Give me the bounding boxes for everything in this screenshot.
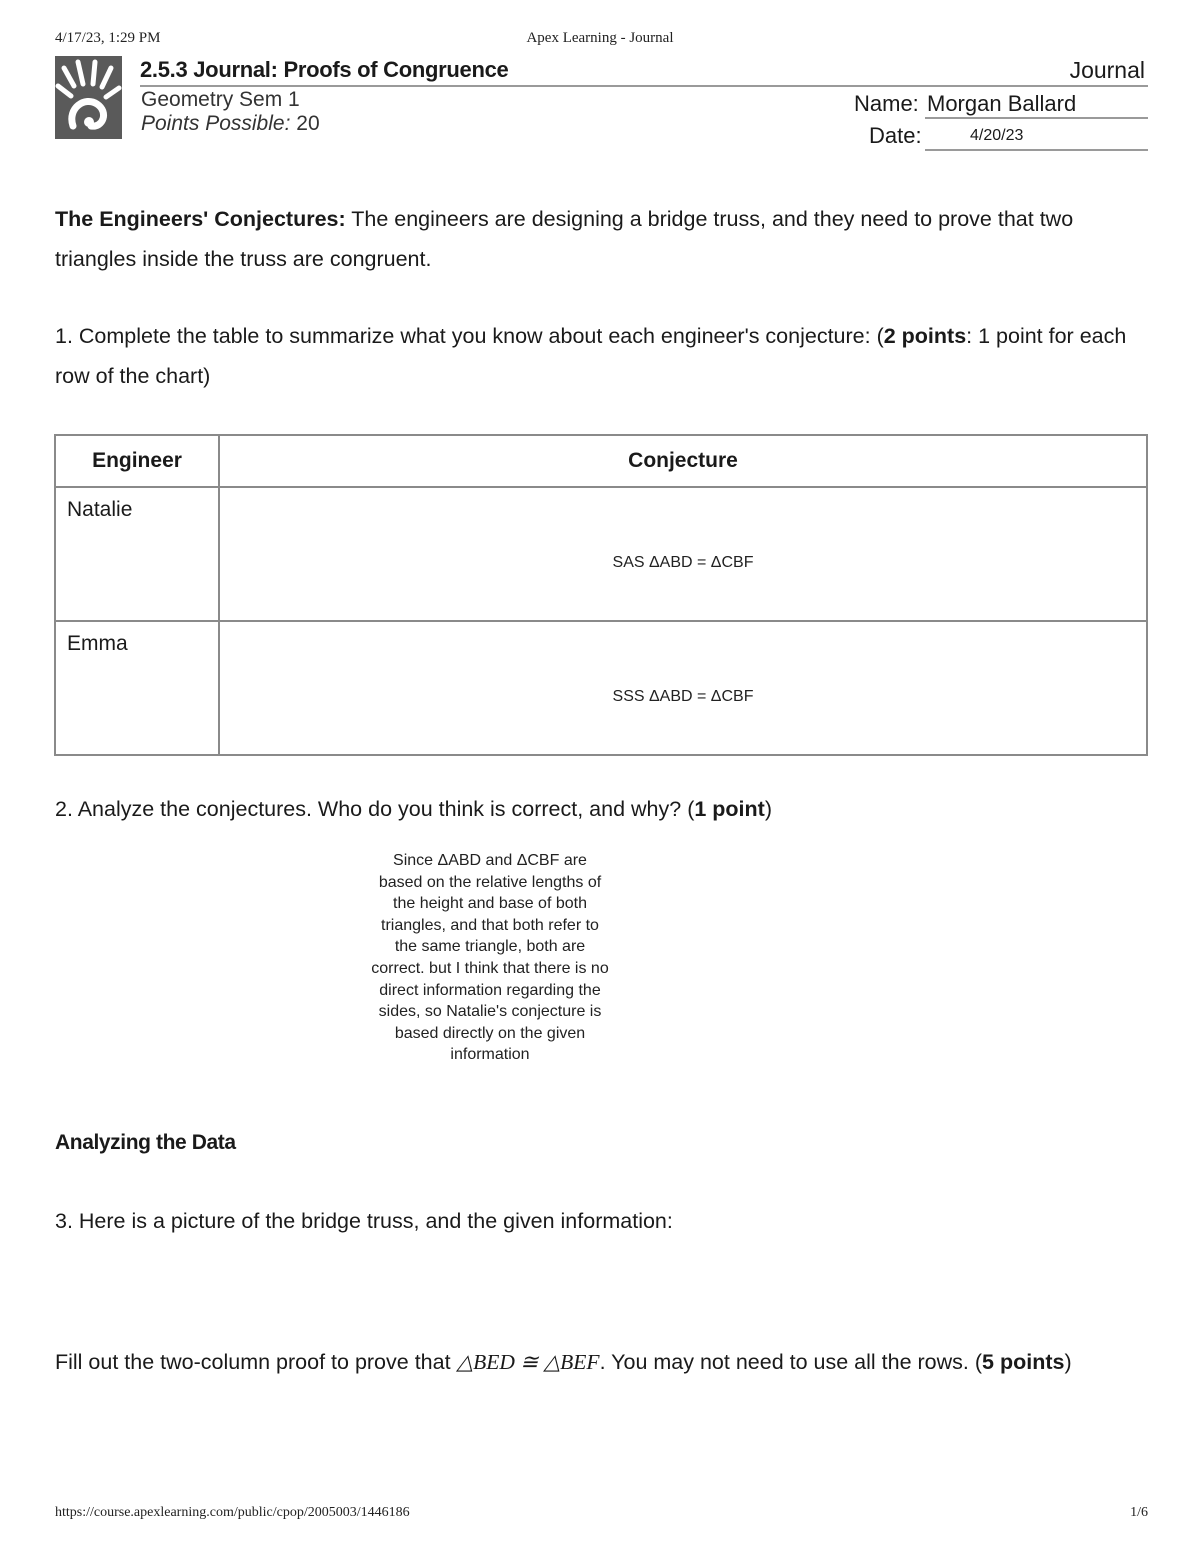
proof-math: △BED ≅ △BEF <box>456 1350 600 1374</box>
question-3: 3. Here is a picture of the bridge truss, and the given information: <box>55 1209 673 1233</box>
q2-text-a: 2. Analyze the conjectures. Who do you think is correct, and why? ( <box>55 797 695 821</box>
engineer-name: Natalie <box>67 498 133 521</box>
points-possible <box>141 112 320 136</box>
footer-url: https://course.apexlearning.com/public/cpop/2005003/1446186 <box>55 1505 410 1520</box>
intro-paragraph <box>55 199 1150 279</box>
q1-text-a: 1. Complete the table to summarize what you know about each engineer's conjecture: ( <box>55 324 884 348</box>
section-heading: Analyzing the Data <box>55 1131 236 1154</box>
q2-bold: 1 point <box>694 797 765 821</box>
table-header-row <box>55 435 1147 487</box>
conjecture-text: SAS ΔABD = ΔCBF <box>612 554 754 571</box>
table-header-conjecture: Conjecture <box>219 435 1147 487</box>
proof-bold: 5 points <box>982 1350 1065 1374</box>
question-2 <box>55 789 1150 829</box>
intro-text: The engineers are designing a bridge truss, and they need to prove that two triangles inside the truss are congruent. <box>55 207 1074 271</box>
conjecture-cell[interactable] <box>219 487 1147 621</box>
engineer-cell <box>55 487 219 621</box>
page-title: 2.5.3 Journal: Proofs of Congruence <box>140 57 509 82</box>
date-label: Date: <box>869 123 922 148</box>
print-page-title: Apex Learning - Journal <box>526 30 674 46</box>
print-datetime: 4/17/23, 1:29 PM <box>55 30 161 46</box>
q2-answer-text[interactable]: Since ΔABD and ΔCBF are based on the relative lengths of the height and base of both triangles, and that both refer to the same triangle, both are correct. but I think that there is no direct information regarding the sides, so Natalie's conjecture is based directly on the given information <box>371 852 609 1064</box>
conjecture-text: SSS ΔABD = ΔCBF <box>612 688 754 705</box>
conjecture-cell[interactable] <box>219 621 1147 755</box>
proof-text-c: ) <box>1064 1350 1072 1374</box>
date-field[interactable]: 4/20/23 <box>970 127 1024 144</box>
doc-type-label: Journal <box>1069 57 1145 83</box>
date-rule <box>925 149 1148 151</box>
table-row <box>55 621 1147 755</box>
title-rule <box>140 85 1148 87</box>
name-rule <box>925 117 1148 119</box>
engineer-name: Emma <box>67 632 128 655</box>
intro-bold: The Engineers' Conjectures: <box>55 207 346 231</box>
name-label: Name: <box>854 91 919 116</box>
points-label: Points Possible: <box>141 112 291 135</box>
question-1 <box>55 316 1150 396</box>
proof-text-b: . You may not need to use all the rows. ( <box>599 1350 983 1374</box>
q2-text-b: ) <box>764 797 772 821</box>
proof-text-a: Fill out the two-column proof to prove that <box>55 1350 457 1374</box>
q1-text-b: : 1 point for each row of the chart) <box>55 324 1127 388</box>
table-header-engineer: Engineer <box>55 435 219 487</box>
course-name: Geometry Sem 1 <box>141 88 300 111</box>
engineer-cell <box>55 621 219 755</box>
conjecture-table <box>54 434 1148 756</box>
footer-page-number: 1/6 <box>1130 1505 1148 1520</box>
proof-prompt <box>55 1342 1150 1382</box>
name-field[interactable]: Morgan Ballard <box>927 91 1077 116</box>
table-row <box>55 487 1147 621</box>
points-value: 20 <box>296 112 320 135</box>
apex-sunburst-logo-icon <box>55 56 122 139</box>
q1-bold: 2 points <box>883 324 967 348</box>
